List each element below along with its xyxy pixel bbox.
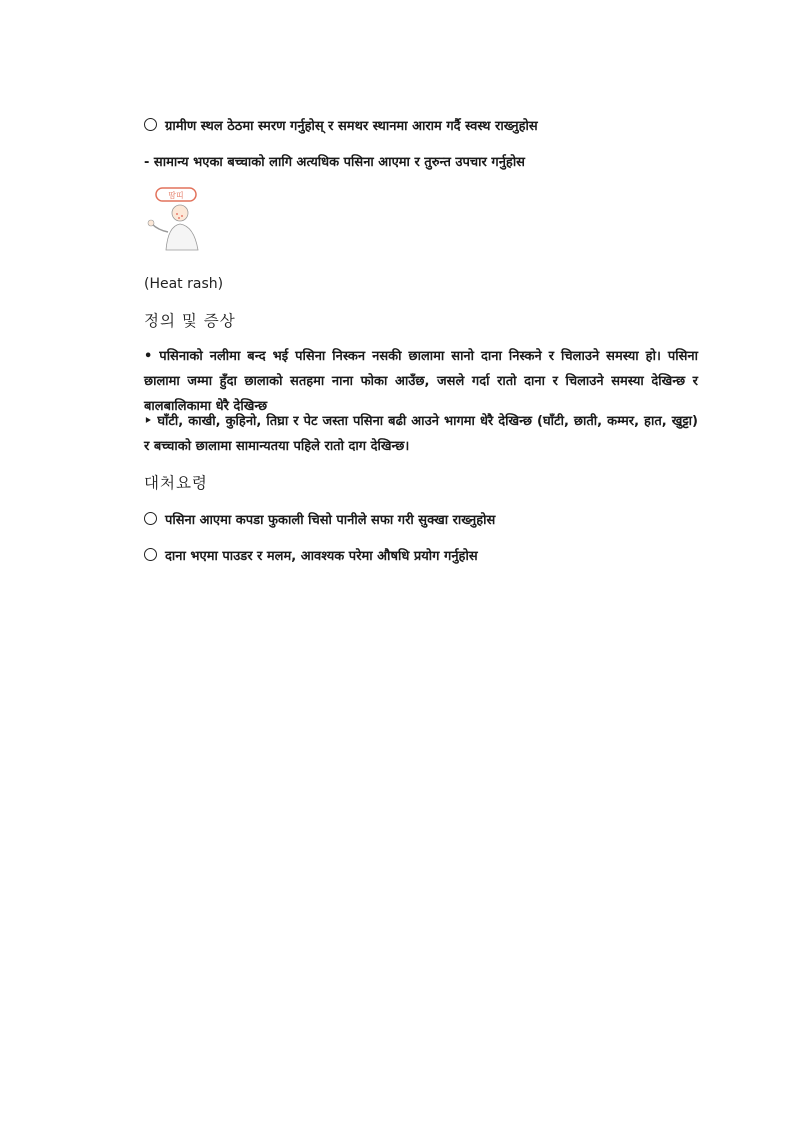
- response-tip-1: [144, 512, 495, 530]
- circle-bullet-icon: [144, 548, 157, 561]
- response-tip-2-text: दाना भएमा पाउडर र मलम, आवश्यक परेमा औषधि प्रयोग गर्नुहोस: [165, 549, 478, 564]
- circle-bullet-icon: [144, 118, 157, 131]
- definition-paragraph-2: ‣ घाँटी, काखी, कुहिनो, तिघ्रा र पेट जस्ता पसिना बढी आउने भागमा धेरै देखिन्छ (घाँटी, छाती, कम्मर, हात, खुट्टा) र बच्चाको छालामा सामान्यतया पहिले रातो दाग देखिन्छ।: [144, 414, 698, 454]
- section-heading-definition: 정의 및 증상: [144, 312, 236, 330]
- figure-caption: (Heat rash): [144, 276, 224, 292]
- circle-bullet-icon: [144, 512, 157, 525]
- tip-line-1-text: ग्रामीण स्थल ठेठमा स्मरण गर्नुहोस् र समथर स्थानमा आराम गर्दै स्वस्थ राख्नुहोस: [165, 119, 538, 134]
- response-tip-2: [144, 548, 478, 566]
- tip-line-1: [144, 118, 538, 136]
- tip-line-2: - सामान्य भएका बच्चाको लागि अत्यधिक पसिना आएमा र तुरुन्त उपचार गर्नुहोस: [144, 155, 525, 170]
- heat-rash-illustration: [144, 186, 214, 256]
- response-tip-1-text: पसिना आएमा कपडा फुकाली चिसो पानीले सफा गरी सुक्खा राख्नुहोस: [165, 513, 496, 528]
- section-heading-response: 대처요령: [144, 474, 208, 492]
- illus-badge-text: 땀띠: [168, 191, 184, 200]
- definition-paragraph-1: • पसिनाको नलीमा बन्द भई पसिना निस्कन नसकी छालामा सानो दाना निस्कने र चिलाउने समस्या हो। पसिना छालामा जम्मा हुँदा छालाको सतहमा नाना फोका आउँछ, जसले गर्दा रातो दाना र चिलाउने समस्या देखिन्छ र बालबालिकामा धेरै देखिन्छ: [144, 349, 698, 414]
